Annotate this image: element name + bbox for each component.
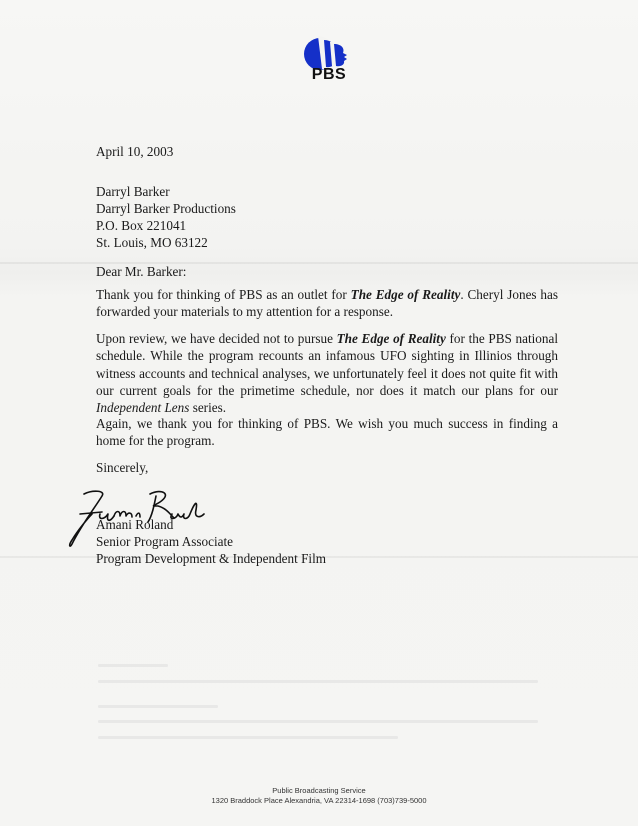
- closing: Sincerely,: [96, 460, 149, 475]
- recipient-company: Darryl Barker Productions: [96, 201, 236, 216]
- signer-department: Program Development & Independent Film: [96, 551, 327, 566]
- paragraph-text: series.: [189, 400, 227, 416]
- pbs-wordmark: PBS: [311, 66, 347, 83]
- program-title: The Edge of Reality: [350, 287, 461, 302]
- recipient-address-line2: St. Louis, MO 63122: [96, 235, 208, 250]
- show-through-mark: [98, 680, 538, 683]
- show-through-mark: [98, 705, 218, 708]
- paragraph-text: Upon review, we have decided not to pursue: [96, 331, 337, 346]
- show-through-mark: [98, 736, 398, 739]
- program-title: The Edge of Reality: [336, 331, 446, 346]
- signer-title: Senior Program Associate: [96, 534, 233, 549]
- paragraph-text: for the PBS national schedule. While the program recounts an infamous UFO sighting in Illinios through witness accounts and technical analyses, we unfortunately feel it does not quite fit with our current goals for the primetime schedule, nor does it match our plans for our: [96, 331, 558, 398]
- body-paragraph-3: Again, we thank you for thinking of PBS. We wish you much success in finding a home for the program.: [96, 416, 558, 449]
- body-paragraph-2: [96, 330, 558, 416]
- letter-date: April 10, 2003: [96, 144, 174, 159]
- recipient-name: Darryl Barker: [96, 184, 170, 199]
- footer-address: 1320 Braddock Place Alexandria, VA 22314-1698 (703)739-5000: [211, 796, 427, 805]
- signer-name: Amani Roland: [96, 517, 174, 532]
- footer-org-name: Public Broadcasting Service: [272, 786, 366, 795]
- show-through-mark: [98, 664, 168, 667]
- show-through-mark: [98, 720, 538, 723]
- salutation: Dear Mr. Barker:: [96, 264, 187, 279]
- paragraph-text: Thank you for thinking of PBS as an outlet for: [96, 287, 351, 302]
- series-title: Independent Lens: [96, 400, 190, 416]
- paragraph-text: . Cheryl Jones has forwarded your materials to my attention for a response.: [96, 287, 558, 320]
- body-paragraph-1: [96, 286, 558, 321]
- recipient-address-line1: P.O. Box 221041: [96, 218, 187, 233]
